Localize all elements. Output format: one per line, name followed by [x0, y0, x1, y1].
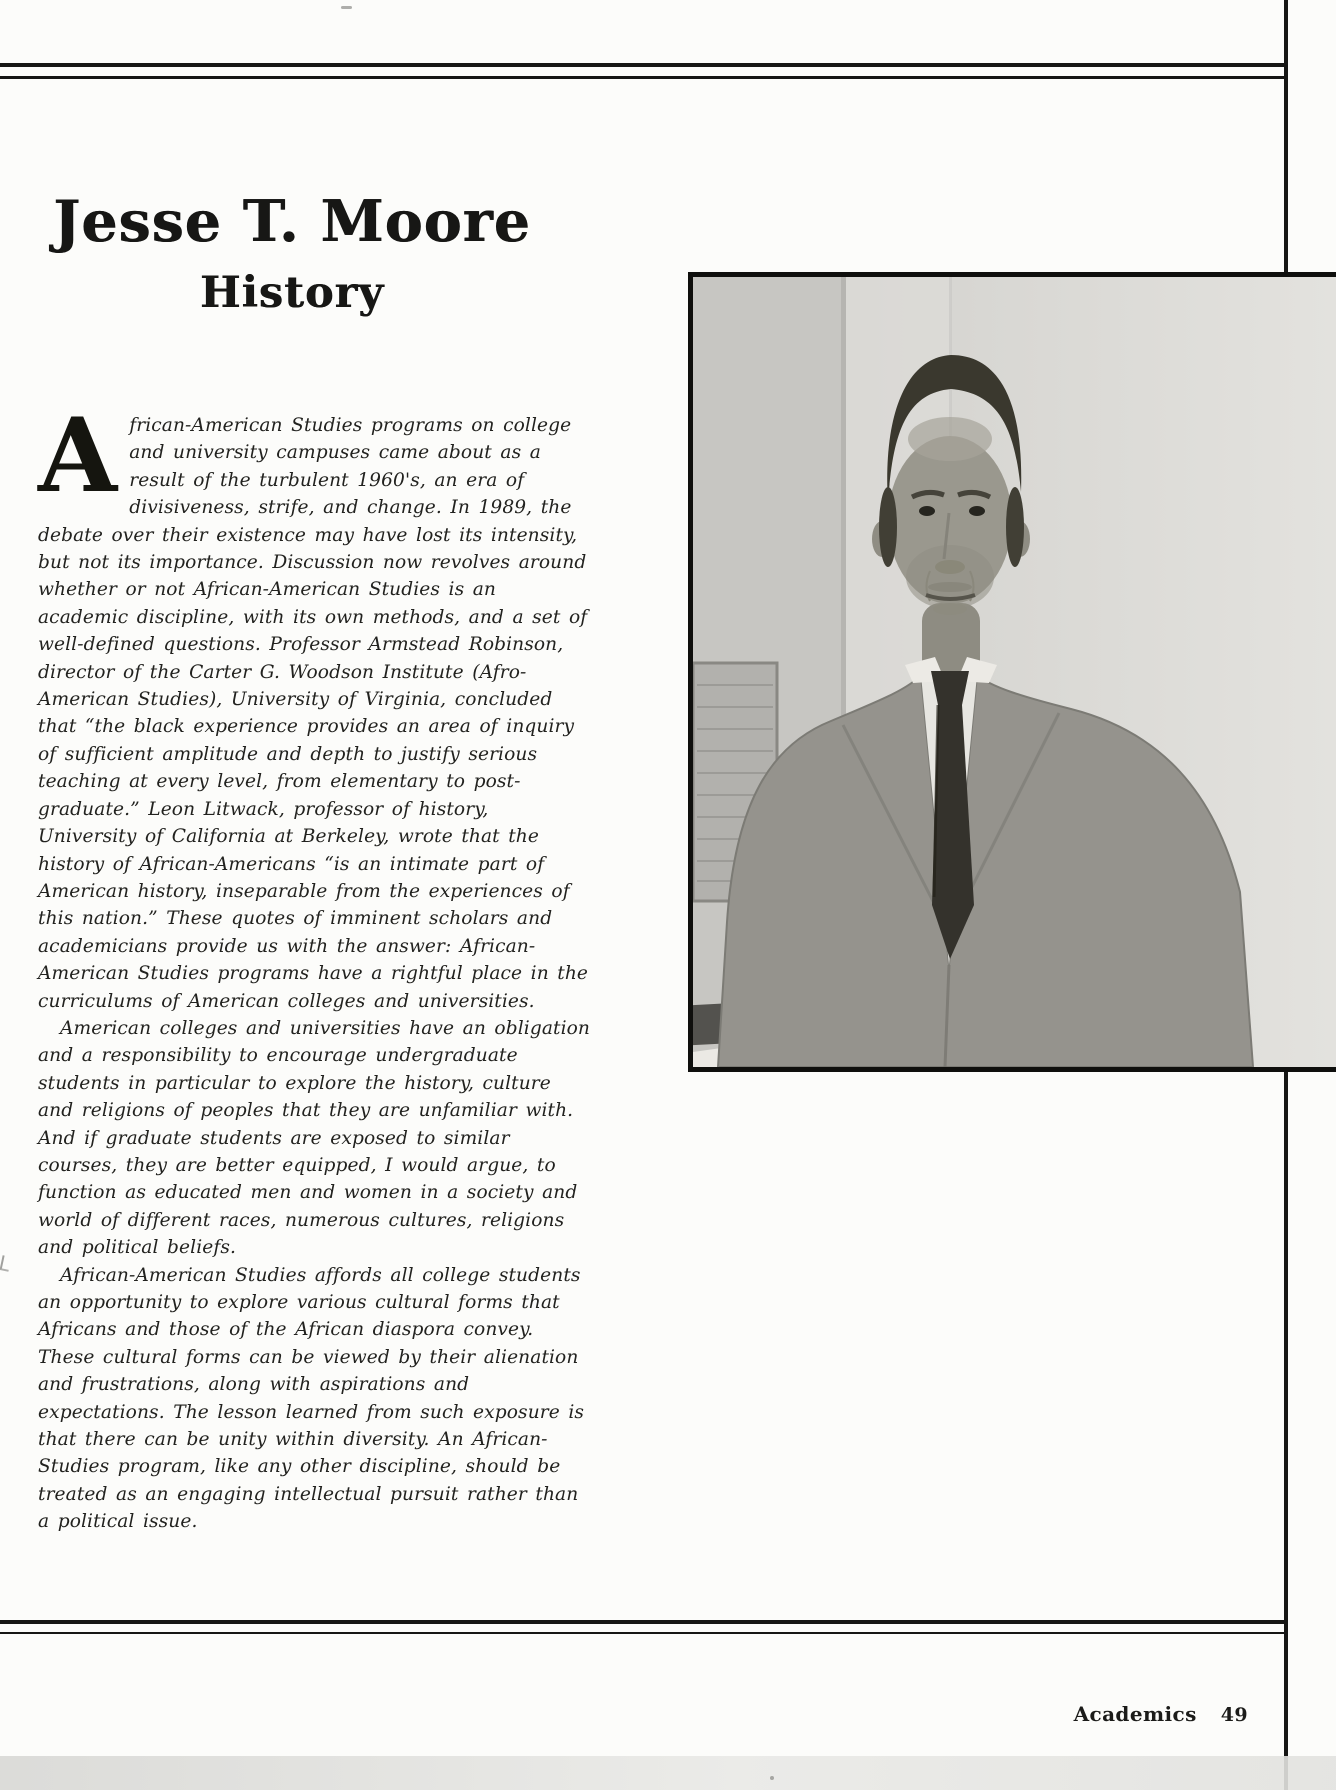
top-rule-primary [0, 63, 1288, 67]
scan-artifact-bottom-band [0, 1756, 1336, 1790]
portrait-photo [688, 272, 1336, 1072]
page-footer [1074, 1702, 1248, 1726]
right-rule-lower [1284, 1068, 1288, 1790]
top-rule-secondary [0, 76, 1288, 79]
scan-artifact-bottom-speck [770, 1776, 774, 1780]
paragraph-3: African-American Studies affords all college students an opportunity to explore various cultural forms that Africans and those of the African diaspora convey. These cultural forms can be viewed by their alienation and frustrations, along with aspirations and expectations. The lesson learned from such exposure is that there can be unity within diversity. An African-Studies program, like any other discipline, should be treated as an engaging intellectual pursuit rather than a political issue. [38, 1264, 585, 1533]
masthead [36, 188, 548, 318]
paragraph-1: frican-American Studies programs on college and university campuses came about as a result of the turbulent 1960's, an era of divisiveness, strife, and change. In 1989, the debate over their existence may have lost its intensity, but not its importance. Discussion now revolves around whether or not African-American Studies is an academic discipline, with its own methods, and a set of well-defined questions. Professor Armstead Robinson, director of the Carter G. Woodson Institute (Afro-American Studies), University of Virginia, concluded that “the black experience provides an area of inquiry of sufficient amplitude and depth to justify serious teaching at every level, from elementary to post-graduate.” Leon Litwack, professor of history, University of California at Berkeley, wrote that the history of African-Americans “is an intimate part of American history, inseparable from the experiences of this nation.” These quotes of imminent scholars and academicians provide us with the answer: African-American Studies programs have a rightful place in the curriculums of American colleges and universities. [38, 415, 589, 1012]
right-rule-upper [1284, 0, 1288, 274]
footer-page-number: 49 [1220, 1704, 1248, 1726]
scan-artifact-top [341, 6, 352, 9]
footer-section-label: Academics [1073, 1702, 1197, 1726]
bottom-rule-secondary [0, 1632, 1288, 1634]
article-text [38, 396, 590, 1536]
paragraph-2: American colleges and universities have an obligation and a responsibility to encourage undergraduate students in particular to explore the history, culture and religions of peoples that they are unfamiliar with. And if graduate students are exposed to similar courses, they are better equipped, I would argue, to function as educated men and women in a society and world of different races, numerous cultures, religions and political beliefs. [38, 1017, 590, 1259]
bottom-rule-primary [0, 1620, 1288, 1624]
page-title: Jesse T. Moore [53, 188, 531, 255]
page-subtitle: History [199, 267, 385, 318]
portrait-illustration [693, 277, 1336, 1067]
dropcap-letter: A [38, 396, 118, 516]
scan-artifact-margin [0, 1255, 11, 1272]
